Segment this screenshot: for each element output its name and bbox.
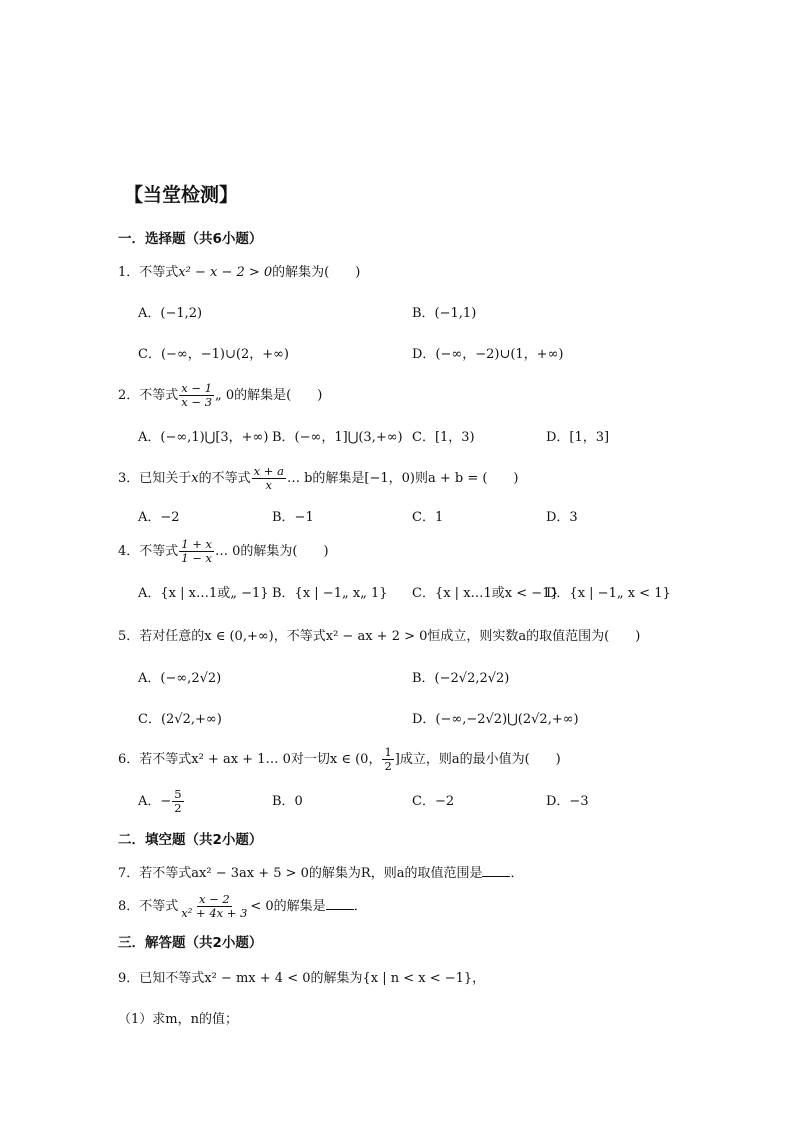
q1-option-d: D．(−∞，−2)∪(1，+∞)	[412, 347, 564, 362]
q3-option-b: B．−1	[272, 510, 314, 525]
fraction-denominator: x − 3	[181, 395, 213, 409]
q5-option-a: A．(−∞,2√2)	[138, 671, 222, 686]
section-heading-choice: 一．选择题（共6小题）	[118, 231, 263, 247]
q3-option-c: C．1	[412, 510, 444, 525]
q2-option-b: B．(−∞，1]⋃(3,+∞)	[272, 430, 403, 445]
q1-option-b: B．(−1,1)	[412, 306, 477, 321]
q5-option-b: B．(−2√2,2√2)	[412, 671, 510, 686]
q6-option-b: B．0	[272, 794, 303, 809]
question-6-fraction	[382, 746, 393, 773]
fraction-denominator: 2	[174, 801, 182, 815]
question-2-fraction	[179, 382, 214, 409]
q4-option-d: D．{x | −1„ x < 1}	[546, 586, 671, 601]
q4-option-b: B．{x | −1„ x„ 1}	[272, 586, 388, 601]
question-7	[118, 864, 524, 883]
fraction-denominator: x	[265, 478, 273, 492]
question-6	[118, 745, 561, 775]
q1-option-c: C．(−∞，−1)∪(2，+∞)	[138, 347, 290, 362]
q3-option-d: D．3	[546, 510, 578, 525]
question-8-prefix: 8．不等式	[118, 899, 179, 914]
q2-option-c: C．[1，3)	[412, 430, 475, 445]
question-6-suffix: ]成立，则a的最小值为( )	[394, 752, 561, 767]
question-1-expression: x² − x − 2 > 0	[178, 265, 273, 280]
q6-option-c: C．−2	[412, 794, 455, 809]
answer-blank	[482, 864, 510, 877]
question-4-prefix: 4．不等式	[118, 544, 179, 559]
question-7-end: ．	[510, 866, 524, 881]
q2-option-a: A．(−∞,1)⋃[3，+∞)	[138, 430, 269, 445]
q6-option-a-prefix: A．−	[138, 794, 172, 809]
question-1-prefix: 1．不等式	[118, 265, 179, 280]
question-4	[118, 537, 329, 567]
question-4-suffix: … 0的解集为( )	[215, 544, 329, 559]
fraction-numerator: x + a	[253, 464, 284, 478]
q3-option-a: A．−2	[138, 510, 180, 525]
answer-blank	[326, 897, 354, 910]
q4-option-a: A．{x | x…1或„ −1}	[138, 586, 269, 601]
fraction-denominator: 2	[384, 759, 392, 773]
q5-option-d: D．(−∞,−2√2)⋃(2√2,+∞)	[412, 712, 579, 727]
question-6-prefix: 6．若不等式x² + ax + 1… 0对一切x ∈ (0，	[118, 752, 382, 767]
fraction-numerator: 5	[174, 787, 182, 801]
question-5: 5．若对任意的x ∈ (0,+∞)，不等式x² − ax + 2 > 0恒成立，则实数a的取值范围为( )	[118, 629, 641, 644]
section-heading-fill-in: 二．填空题（共2小题）	[118, 832, 263, 848]
fraction-denominator: x² + 4x + 3	[181, 906, 248, 920]
question-3-variable: x	[191, 471, 199, 486]
section-heading-answer: 三．解答题（共2小题）	[118, 935, 263, 951]
q6-option-a	[138, 787, 185, 817]
question-4-fraction	[179, 538, 214, 565]
fraction-numerator: 1 + x	[181, 537, 213, 551]
q6-option-a-fraction	[172, 788, 183, 815]
q4-option-c: C．{x | x…1或x < −1}	[412, 586, 559, 601]
question-3-fraction	[252, 465, 286, 492]
fraction-denominator: 1 − x	[181, 551, 213, 565]
question-3-prefix: 3．已知关于	[118, 471, 192, 486]
q1-option-a: A．(−1,2)	[138, 306, 203, 321]
fraction-numerator: x − 2	[198, 892, 230, 906]
q5-option-c: C．(2√2,+∞)	[138, 712, 222, 727]
question-1-suffix: 的解集为( )	[272, 265, 361, 280]
question-8-end: ．	[353, 899, 367, 914]
question-3-suffix: … b的解集是[−1，0)则a + b = ( )	[286, 471, 519, 486]
question-9-part-1: （1）求m，n的值；	[118, 1012, 238, 1027]
question-3-mid: 的不等式	[198, 471, 251, 486]
q2-option-d: D．[1，3]	[546, 430, 610, 445]
q6-option-d: D．−3	[546, 794, 589, 809]
question-1	[118, 264, 360, 282]
fraction-numerator: 1	[384, 745, 392, 759]
question-9: 9．已知不等式x² − mx + 4 < 0的解集为{x | n < x < −1}，	[118, 971, 486, 986]
question-2-prefix: 2．不等式	[118, 388, 179, 403]
page-title: 【当堂检测】	[124, 184, 239, 206]
question-8-suffix: < 0的解集是	[250, 899, 326, 914]
question-2	[118, 381, 322, 411]
question-2-suffix: „ 0的解集是( )	[215, 388, 323, 403]
question-3	[118, 464, 519, 494]
question-7-text: 7．若不等式ax² − 3ax + 5 > 0的解集为R，则a的取值范围是	[118, 866, 483, 881]
question-8	[118, 891, 367, 923]
fraction-numerator: x − 1	[181, 381, 213, 395]
question-8-fraction	[179, 893, 249, 920]
